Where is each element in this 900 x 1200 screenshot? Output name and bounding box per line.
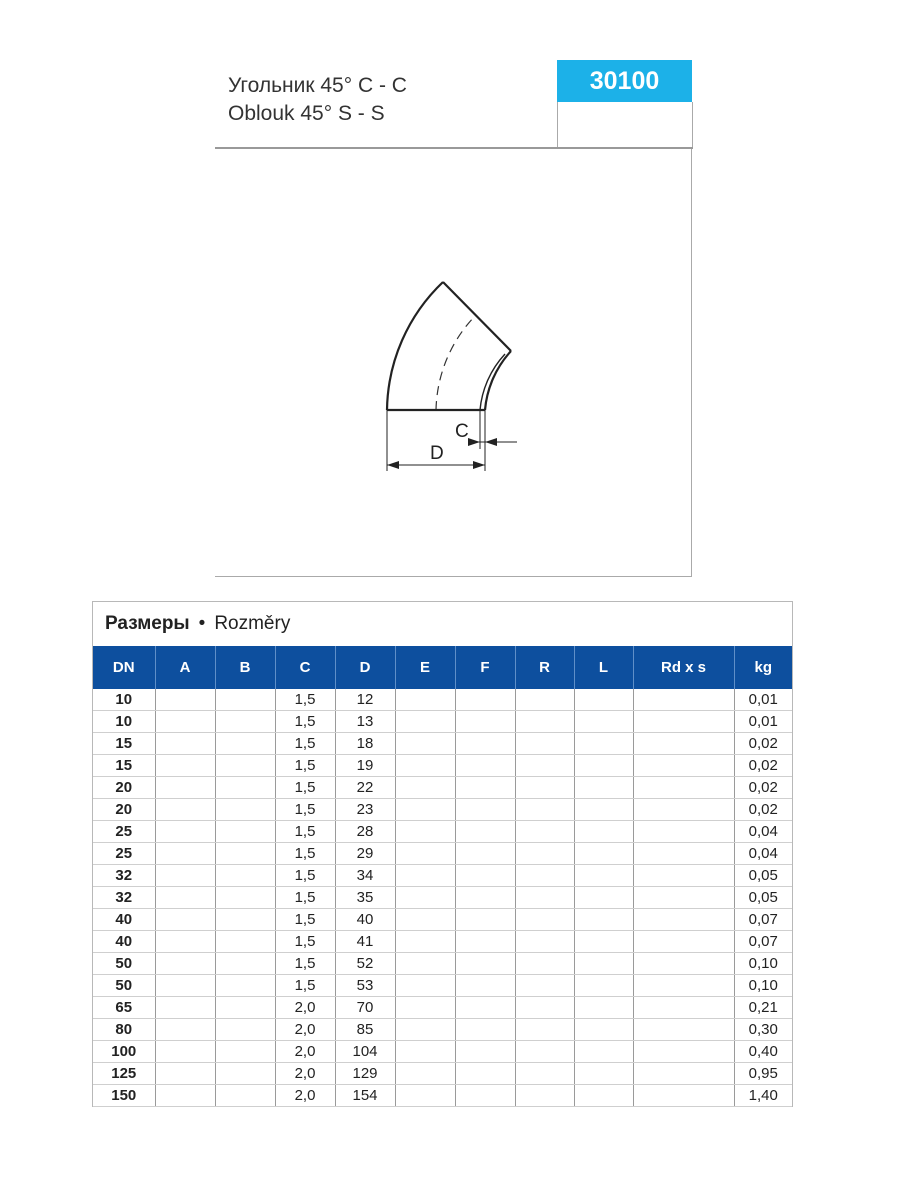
column-header-dn: DN xyxy=(93,646,155,689)
table-cell xyxy=(155,689,215,711)
table-cell xyxy=(515,843,574,865)
table-cell xyxy=(215,1041,275,1063)
table-cell xyxy=(215,975,275,997)
table-cell: 2,0 xyxy=(275,1041,335,1063)
table-cell xyxy=(574,909,633,931)
table-cell xyxy=(395,1063,455,1085)
product-title xyxy=(228,72,407,128)
table-cell xyxy=(455,953,515,975)
table-cell xyxy=(155,1019,215,1041)
table-cell xyxy=(633,733,734,755)
table-cell xyxy=(215,953,275,975)
table-cell xyxy=(633,865,734,887)
table-cell xyxy=(515,1041,574,1063)
table-cell: 0,02 xyxy=(734,733,792,755)
table-cell xyxy=(574,733,633,755)
table-cell: 2,0 xyxy=(275,1019,335,1041)
column-header-b: B xyxy=(215,646,275,689)
table-cell xyxy=(395,909,455,931)
table-cell: 150 xyxy=(93,1085,155,1107)
table-cell: 1,5 xyxy=(275,711,335,733)
table-cell xyxy=(574,997,633,1019)
table-cell xyxy=(155,843,215,865)
table-cell xyxy=(574,843,633,865)
elbow-45-drawing xyxy=(215,149,691,576)
table-cell xyxy=(155,711,215,733)
table-cell: 1,5 xyxy=(275,887,335,909)
table-cell xyxy=(455,1085,515,1107)
table-row xyxy=(93,689,792,711)
table-cell xyxy=(455,909,515,931)
table-row xyxy=(93,733,792,755)
table-cell: 53 xyxy=(335,975,395,997)
table-row xyxy=(93,799,792,821)
table-cell: 1,5 xyxy=(275,843,335,865)
table-cell: 0,02 xyxy=(734,755,792,777)
table-cell xyxy=(155,887,215,909)
table-cell xyxy=(155,953,215,975)
elbow-inner-arc xyxy=(485,351,511,410)
table-cell xyxy=(395,997,455,1019)
technical-drawing-frame xyxy=(215,149,692,577)
table-cell xyxy=(515,755,574,777)
table-cell: 10 xyxy=(93,689,155,711)
table-cell xyxy=(215,1019,275,1041)
table-cell xyxy=(633,975,734,997)
table-cell: 1,5 xyxy=(275,689,335,711)
table-cell: 85 xyxy=(335,1019,395,1041)
table-cell: 0,21 xyxy=(734,997,792,1019)
table-cell: 0,07 xyxy=(734,909,792,931)
table-cell: 0,01 xyxy=(734,711,792,733)
table-cell xyxy=(515,799,574,821)
table-cell xyxy=(215,755,275,777)
table-cell xyxy=(155,1041,215,1063)
dimensions-heading xyxy=(93,602,792,646)
dimensions-heading-ru: Размеры xyxy=(105,613,190,634)
table-cell xyxy=(455,733,515,755)
table-cell xyxy=(574,1085,633,1107)
table-cell xyxy=(574,711,633,733)
table-cell xyxy=(395,755,455,777)
table-cell xyxy=(455,975,515,997)
table-cell: 18 xyxy=(335,733,395,755)
table-cell: 15 xyxy=(93,755,155,777)
dimension-d-label: D xyxy=(430,443,444,464)
table-cell xyxy=(215,887,275,909)
table-cell: 0,04 xyxy=(734,843,792,865)
table-cell: 19 xyxy=(335,755,395,777)
table-cell: 10 xyxy=(93,711,155,733)
table-cell: 1,5 xyxy=(275,821,335,843)
table-cell xyxy=(215,843,275,865)
table-cell xyxy=(395,1085,455,1107)
table-cell xyxy=(215,799,275,821)
table-cell xyxy=(395,1019,455,1041)
table-cell: 125 xyxy=(93,1063,155,1085)
dimensions-table xyxy=(93,646,792,1107)
table-cell xyxy=(155,821,215,843)
table-cell xyxy=(155,799,215,821)
table-cell: 32 xyxy=(93,865,155,887)
table-cell xyxy=(633,997,734,1019)
table-cell: 1,5 xyxy=(275,975,335,997)
table-cell xyxy=(455,799,515,821)
table-cell xyxy=(455,865,515,887)
table-cell xyxy=(515,909,574,931)
table-cell xyxy=(633,689,734,711)
table-cell xyxy=(395,953,455,975)
table-cell xyxy=(395,887,455,909)
table-cell xyxy=(455,711,515,733)
table-cell xyxy=(515,821,574,843)
table-row xyxy=(93,1085,792,1107)
table-cell: 1,5 xyxy=(275,799,335,821)
table-header-row xyxy=(93,646,792,689)
elbow-center-line xyxy=(436,315,476,410)
table-cell: 129 xyxy=(335,1063,395,1085)
table-cell xyxy=(574,1041,633,1063)
table-cell: 1,5 xyxy=(275,865,335,887)
table-cell: 0,02 xyxy=(734,777,792,799)
table-row xyxy=(93,909,792,931)
title-czech: Oblouk 45° S - S xyxy=(228,102,385,125)
table-cell xyxy=(633,909,734,931)
table-cell xyxy=(155,777,215,799)
table-cell xyxy=(215,1063,275,1085)
table-cell xyxy=(515,777,574,799)
table-cell: 0,01 xyxy=(734,689,792,711)
table-cell xyxy=(155,733,215,755)
table-cell xyxy=(574,755,633,777)
table-cell xyxy=(515,689,574,711)
table-cell: 35 xyxy=(335,887,395,909)
table-cell: 0,95 xyxy=(734,1063,792,1085)
table-cell: 0,07 xyxy=(734,931,792,953)
table-cell: 104 xyxy=(335,1041,395,1063)
table-cell: 0,04 xyxy=(734,821,792,843)
table-cell: 1,5 xyxy=(275,755,335,777)
table-cell xyxy=(215,821,275,843)
dimensions-table-panel xyxy=(92,601,793,1107)
table-row xyxy=(93,843,792,865)
table-row xyxy=(93,1041,792,1063)
table-cell: 25 xyxy=(93,843,155,865)
table-cell xyxy=(633,799,734,821)
table-cell xyxy=(395,1041,455,1063)
table-cell xyxy=(455,843,515,865)
table-row xyxy=(93,997,792,1019)
table-cell xyxy=(155,997,215,1019)
table-row xyxy=(93,975,792,997)
column-header-a: A xyxy=(155,646,215,689)
table-cell xyxy=(215,689,275,711)
table-cell xyxy=(633,1063,734,1085)
table-row xyxy=(93,711,792,733)
table-cell: 80 xyxy=(93,1019,155,1041)
column-header-rd-x-s: Rd x s xyxy=(633,646,734,689)
column-header-kg: kg xyxy=(734,646,792,689)
table-cell xyxy=(455,1063,515,1085)
table-cell: 2,0 xyxy=(275,1063,335,1085)
table-cell xyxy=(395,711,455,733)
product-code-badge: 30100 xyxy=(557,60,692,102)
table-cell: 13 xyxy=(335,711,395,733)
table-cell: 20 xyxy=(93,799,155,821)
table-cell: 2,0 xyxy=(275,1085,335,1107)
table-cell xyxy=(155,755,215,777)
table-cell: 32 xyxy=(93,887,155,909)
table-cell xyxy=(455,887,515,909)
table-cell: 20 xyxy=(93,777,155,799)
table-cell: 1,5 xyxy=(275,777,335,799)
table-cell: 0,02 xyxy=(734,799,792,821)
table-cell xyxy=(455,931,515,953)
table-cell xyxy=(455,1019,515,1041)
table-cell: 41 xyxy=(335,931,395,953)
table-cell: 52 xyxy=(335,953,395,975)
table-cell xyxy=(215,997,275,1019)
table-cell xyxy=(515,887,574,909)
table-row xyxy=(93,1063,792,1085)
table-cell xyxy=(455,997,515,1019)
table-cell xyxy=(395,799,455,821)
table-cell xyxy=(633,777,734,799)
table-cell xyxy=(515,953,574,975)
table-row xyxy=(93,821,792,843)
table-cell xyxy=(574,1063,633,1085)
table-row xyxy=(93,777,792,799)
table-row xyxy=(93,865,792,887)
table-cell xyxy=(574,689,633,711)
table-cell: 0,10 xyxy=(734,953,792,975)
table-cell xyxy=(574,887,633,909)
table-cell xyxy=(395,733,455,755)
table-cell: 0,05 xyxy=(734,887,792,909)
table-cell: 40 xyxy=(93,931,155,953)
table-cell xyxy=(633,1085,734,1107)
table-cell xyxy=(515,931,574,953)
table-cell xyxy=(155,975,215,997)
table-cell xyxy=(395,777,455,799)
table-cell xyxy=(455,821,515,843)
table-cell: 0,05 xyxy=(734,865,792,887)
table-row xyxy=(93,1019,792,1041)
column-header-f: F xyxy=(455,646,515,689)
column-header-l: L xyxy=(574,646,633,689)
table-cell: 1,5 xyxy=(275,909,335,931)
table-cell: 40 xyxy=(93,909,155,931)
column-header-d: D xyxy=(335,646,395,689)
product-code-empty-cell xyxy=(557,102,693,147)
table-row xyxy=(93,953,792,975)
table-cell xyxy=(155,931,215,953)
table-cell: 34 xyxy=(335,865,395,887)
table-cell: 40 xyxy=(335,909,395,931)
table-cell: 1,5 xyxy=(275,733,335,755)
table-cell xyxy=(215,909,275,931)
dimensions-heading-cz: Rozměry xyxy=(214,613,291,634)
column-header-r: R xyxy=(515,646,574,689)
table-cell xyxy=(515,1063,574,1085)
table-cell xyxy=(395,843,455,865)
table-cell xyxy=(155,865,215,887)
table-cell: 1,40 xyxy=(734,1085,792,1107)
table-cell xyxy=(155,1063,215,1085)
table-cell xyxy=(455,689,515,711)
table-cell xyxy=(515,711,574,733)
dimensions-heading-separator: • xyxy=(198,613,206,634)
table-cell xyxy=(574,975,633,997)
table-cell xyxy=(455,777,515,799)
table-cell xyxy=(574,1019,633,1041)
table-cell xyxy=(215,777,275,799)
table-row xyxy=(93,931,792,953)
table-cell xyxy=(395,689,455,711)
table-cell xyxy=(574,821,633,843)
table-cell xyxy=(633,953,734,975)
table-cell xyxy=(633,843,734,865)
table-cell xyxy=(215,711,275,733)
table-cell xyxy=(515,1085,574,1107)
table-cell xyxy=(574,953,633,975)
table-cell: 2,0 xyxy=(275,997,335,1019)
table-cell xyxy=(633,1019,734,1041)
table-cell xyxy=(633,1041,734,1063)
table-cell xyxy=(395,975,455,997)
column-header-c: C xyxy=(275,646,335,689)
table-row xyxy=(93,755,792,777)
table-cell xyxy=(215,733,275,755)
table-cell xyxy=(215,865,275,887)
table-cell xyxy=(515,865,574,887)
table-cell xyxy=(515,997,574,1019)
table-cell: 1,5 xyxy=(275,953,335,975)
table-cell: 154 xyxy=(335,1085,395,1107)
table-cell xyxy=(455,755,515,777)
table-cell: 0,10 xyxy=(734,975,792,997)
table-cell xyxy=(455,1041,515,1063)
table-cell xyxy=(633,887,734,909)
table-cell xyxy=(215,931,275,953)
table-cell: 22 xyxy=(335,777,395,799)
table-cell: 50 xyxy=(93,975,155,997)
table-cell xyxy=(574,931,633,953)
table-cell: 70 xyxy=(335,997,395,1019)
table-row xyxy=(93,887,792,909)
table-cell xyxy=(395,931,455,953)
table-cell: 0,40 xyxy=(734,1041,792,1063)
table-cell xyxy=(155,1085,215,1107)
table-cell: 0,30 xyxy=(734,1019,792,1041)
table-cell xyxy=(155,909,215,931)
table-cell: 65 xyxy=(93,997,155,1019)
table-cell xyxy=(395,865,455,887)
elbow-outer-arc xyxy=(387,282,443,410)
table-cell xyxy=(574,777,633,799)
table-cell xyxy=(395,821,455,843)
table-cell xyxy=(515,975,574,997)
table-cell: 29 xyxy=(335,843,395,865)
table-cell: 25 xyxy=(93,821,155,843)
table-cell: 50 xyxy=(93,953,155,975)
table-cell xyxy=(633,821,734,843)
table-cell xyxy=(515,733,574,755)
table-cell xyxy=(574,865,633,887)
table-cell xyxy=(215,1085,275,1107)
table-cell xyxy=(515,1019,574,1041)
elbow-top-end xyxy=(443,282,511,351)
dimension-c-label: C xyxy=(455,421,469,442)
table-cell: 12 xyxy=(335,689,395,711)
title-russian: Угольник 45° С - С xyxy=(228,74,407,97)
table-cell: 1,5 xyxy=(275,931,335,953)
table-cell xyxy=(633,755,734,777)
table-cell: 15 xyxy=(93,733,155,755)
table-cell: 28 xyxy=(335,821,395,843)
column-header-e: E xyxy=(395,646,455,689)
table-cell xyxy=(633,931,734,953)
table-cell xyxy=(574,799,633,821)
table-cell: 23 xyxy=(335,799,395,821)
table-cell: 100 xyxy=(93,1041,155,1063)
table-cell xyxy=(633,711,734,733)
